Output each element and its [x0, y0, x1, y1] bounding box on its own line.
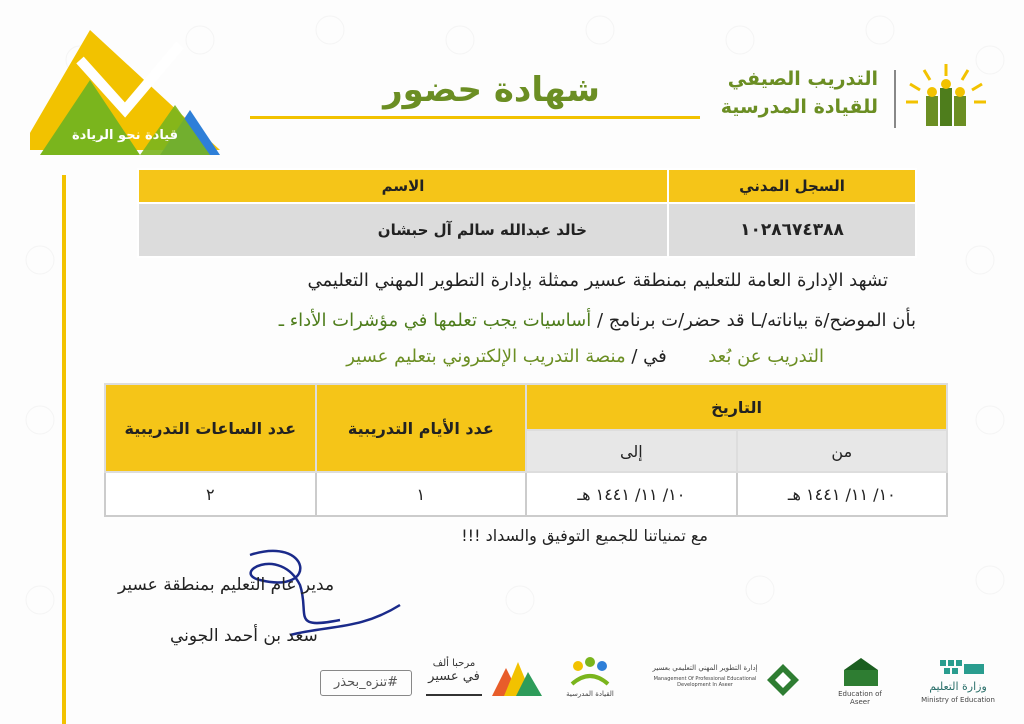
civil-id-header: السجل المدني	[668, 169, 916, 203]
to-label: إلى	[526, 430, 736, 472]
from-label: من	[737, 430, 947, 472]
marhaba-line2: في عسير	[428, 669, 480, 684]
certificate-line-1: تشهد الإدارة العامة للتعليم بمنطقة عسير ممثلة بإدارة التطوير المهني التعليمي	[307, 270, 888, 291]
signatory-role: مدير عام التعليم بمنطقة عسير	[118, 575, 335, 595]
ministry-logo-icon	[938, 656, 986, 680]
sun-figures-icon	[904, 62, 988, 136]
hours-count: ٢	[105, 472, 316, 516]
page-title: شهادة حضور	[383, 70, 600, 110]
info-table	[137, 168, 917, 258]
prof-dev-label: إدارة التطوير المهني التعليمي بعسير	[652, 664, 758, 672]
name-value: خالد عبدالله سالم آل حبشان	[138, 203, 668, 257]
prof-dev-logo-icon	[765, 662, 801, 698]
marhaba-line1: مرحبا ألف	[432, 658, 476, 669]
logo-left-caption: قيادة نحو الريادة	[71, 128, 179, 143]
leadership-logo	[30, 20, 230, 170]
left-accent-rule	[62, 175, 66, 724]
training-mode: التدريب عن بُعد	[708, 346, 824, 367]
summer-training-logo	[710, 62, 1000, 142]
education-aseer-logo-icon	[840, 656, 882, 690]
signatory-name: سعد بن أحمد الجوني	[170, 626, 318, 646]
footer-logos	[320, 652, 1000, 712]
closing-wish: مع تمنياتنا للجميع التوفيق والسداد !!!	[461, 526, 708, 545]
logo-right-line2: للقيادة المدرسية	[720, 96, 878, 118]
training-table	[104, 383, 948, 517]
school-leadership-label: القيادة المدرسية	[566, 690, 614, 698]
marhaba-logo	[420, 658, 488, 704]
from-date: ١٠/ ١١/ ١٤٤١ هـ	[737, 472, 947, 516]
triangle-logo-icon	[30, 20, 230, 170]
education-aseer-label: Education of Aseer	[838, 690, 882, 706]
logo-right-line1: التدريب الصيفي	[727, 68, 878, 90]
program-name: أساسيات يجب تعلمها في مؤشرات الأداء ـ	[278, 310, 592, 331]
prof-dev-label-en: Management Of Professional Educational Development In Aseer	[653, 676, 757, 688]
name-header: الاسم	[138, 169, 668, 203]
certificate-line-3	[346, 346, 824, 367]
civil-id-value: ١٠٢٨٦٧٤٣٨٨	[668, 203, 916, 257]
ministry-label-en: Ministry of Education	[921, 696, 995, 704]
in-label: في /	[631, 346, 667, 367]
certificate-line-2	[279, 310, 916, 331]
days-count: ١	[316, 472, 527, 516]
ministry-label: وزارة التعليم	[929, 680, 987, 693]
hours-header: عدد الساعات التدريبية	[105, 384, 316, 472]
platform-name: منصة التدريب الإلكتروني بتعليم عسير	[346, 346, 626, 367]
title-block	[250, 64, 700, 124]
days-header: عدد الأيام التدريبية	[316, 384, 527, 472]
date-header: التاريخ	[526, 384, 947, 430]
line2-prefix: بأن الموضح/ة بياناته/ـا قد حضر/ت برنامج /	[596, 310, 916, 331]
school-leadership-logo-icon	[570, 654, 610, 688]
title-underline	[250, 116, 700, 119]
mountains-logo-icon	[492, 658, 542, 698]
to-date: ١٠/ ١١/ ١٤٤١ هـ	[526, 472, 736, 516]
logo-divider	[894, 70, 896, 128]
hashtag-badge: #تنزه_بحذر	[320, 670, 412, 696]
